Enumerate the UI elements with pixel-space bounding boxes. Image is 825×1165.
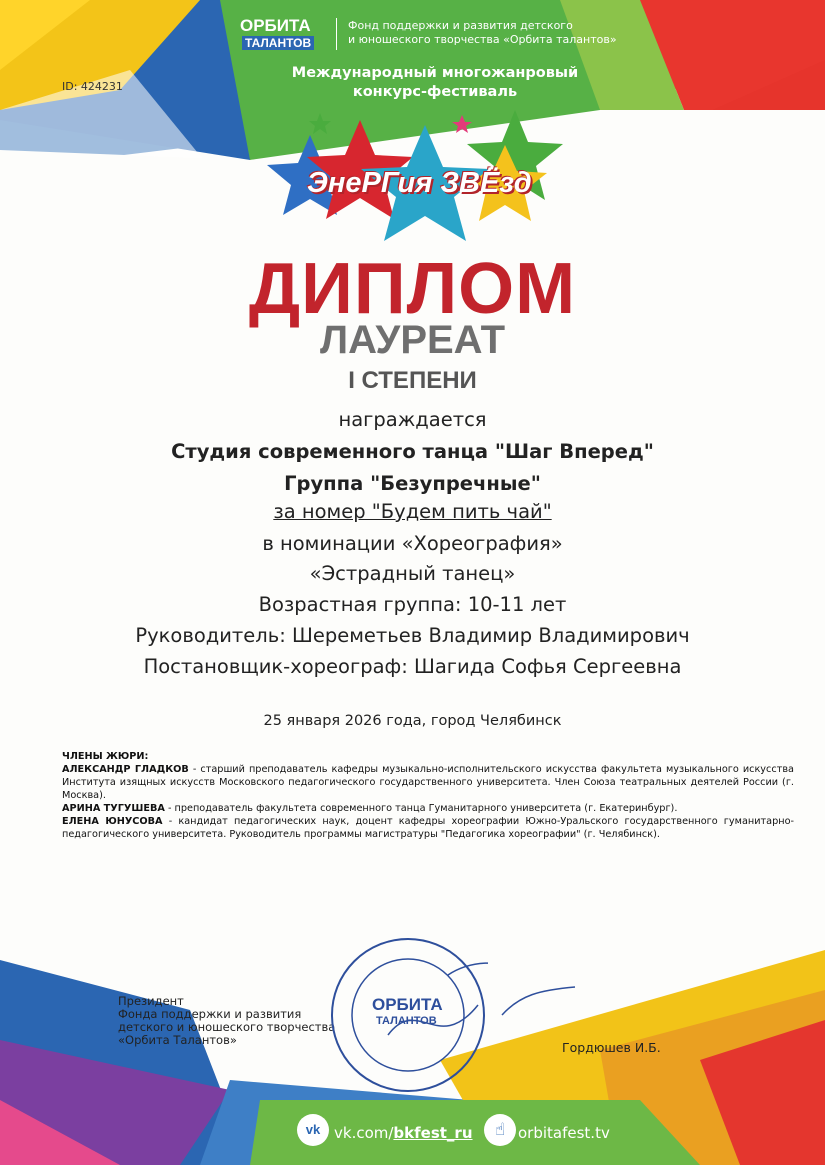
date-location: 25 января 2026 года, город Челябинск (263, 713, 562, 729)
stamp-logo-line-2: ТАЛАНТОВ (376, 1015, 437, 1027)
degree-level: I СТЕПЕНИ (348, 367, 477, 394)
jury-member (62, 763, 794, 802)
jury-member (62, 802, 794, 815)
laureate-rank: ЛАУРЕАТ (320, 318, 505, 362)
official-stamp (328, 935, 488, 1095)
organization-name (348, 19, 617, 47)
website-link[interactable]: orbitafest.tv (518, 1124, 610, 1142)
org-line-1: Фонд поддержки и развития детского (348, 19, 573, 32)
president-line-4: «Орбита Талантов» (118, 1033, 237, 1047)
header-divider (336, 18, 337, 50)
pointer-icon[interactable]: ☝ (484, 1114, 516, 1146)
jury-section (62, 750, 794, 841)
jury-member-desc: - старший преподаватель кафедры музыкально-исполнительского искусства факультета музыкального искусства Института изящных искусств Московского педагогического государственного университета. Член Союза театральных деятелей России (г. Москва). (62, 764, 794, 801)
small-green-star-icon (309, 113, 331, 134)
orbita-logo (228, 14, 328, 54)
vk-icon[interactable]: vk (297, 1114, 329, 1146)
award-nomination: в номинации «Хореография» (262, 532, 563, 555)
jury-member-name: АЛЕКСАНДР ГЛАДКОВ (62, 764, 189, 775)
president-line-3: детского и юношеского творчества (118, 1020, 336, 1034)
jury-member (62, 815, 794, 841)
small-pink-star-icon (452, 115, 472, 133)
award-intro: награждается (338, 408, 487, 431)
president-title (118, 995, 335, 1047)
award-age-group: Возрастная группа: 10-11 лет (258, 593, 567, 616)
jury-member-desc: - кандидат педагогических наук, доцент кафедры хореографии Южно-Уральского государственного гуманитарно-педагогического университета. Руководитель программы магистратуры "Педагогика хореографии" (г. Челябинск). (62, 816, 794, 840)
president-line-2: Фонда поддержки и развития (118, 1007, 302, 1021)
award-leader: Руководитель: Шереметьев Владимир Владимирович (135, 624, 690, 647)
jury-heading: ЧЛЕНЫ ЖЮРИ: (62, 751, 149, 762)
jury-member-name: АРИНА ТУГУШЕВА (62, 803, 165, 814)
stamp-logo-line-1: ОРБИТА (372, 995, 443, 1014)
award-subnomination: «Эстрадный танец» (309, 562, 516, 585)
jury-member-name: ЕЛЕНА ЮНУСОВА (62, 816, 163, 827)
festival-stars-logo (265, 105, 565, 245)
signer-name: Гордюшев И.Б. (562, 1040, 661, 1055)
org-line-2: и юношеского творчества «Орбита талантов» (348, 33, 617, 46)
award-studio: Студия современного танца "Шаг Вперед" (171, 440, 654, 463)
vk-link[interactable] (334, 1124, 473, 1142)
festival-description (270, 64, 600, 102)
jury-member-desc: - преподаватель факультета современного танца Гуманитарного университета (г. Екатеринбург). (164, 803, 678, 814)
festival-logo-text: ЭнеРГия ЗВЁзд (307, 167, 532, 199)
president-line-1: Президент (118, 994, 184, 1008)
logo-line-1: ОРБИТА (240, 16, 311, 35)
festival-desc-line-2: конкурс-фестиваль (352, 84, 518, 100)
vk-handle: bkfest_ru (393, 1124, 473, 1142)
signature-stroke (500, 985, 580, 1029)
diploma-title: ДИПЛОМ (248, 249, 577, 329)
logo-line-2: ТАЛАНТОВ (242, 36, 314, 50)
vk-prefix: vk.com/ (334, 1124, 394, 1142)
award-choreographer: Постановщик-хореограф: Шагида Софья Сергеевна (143, 655, 682, 678)
document-id: ID: 424231 (62, 80, 123, 93)
award-number: за номер "Будем пить чай" (273, 500, 552, 523)
festival-desc-line-1: Международный многожанровый (291, 65, 579, 81)
award-group: Группа "Безупречные" (284, 472, 541, 495)
